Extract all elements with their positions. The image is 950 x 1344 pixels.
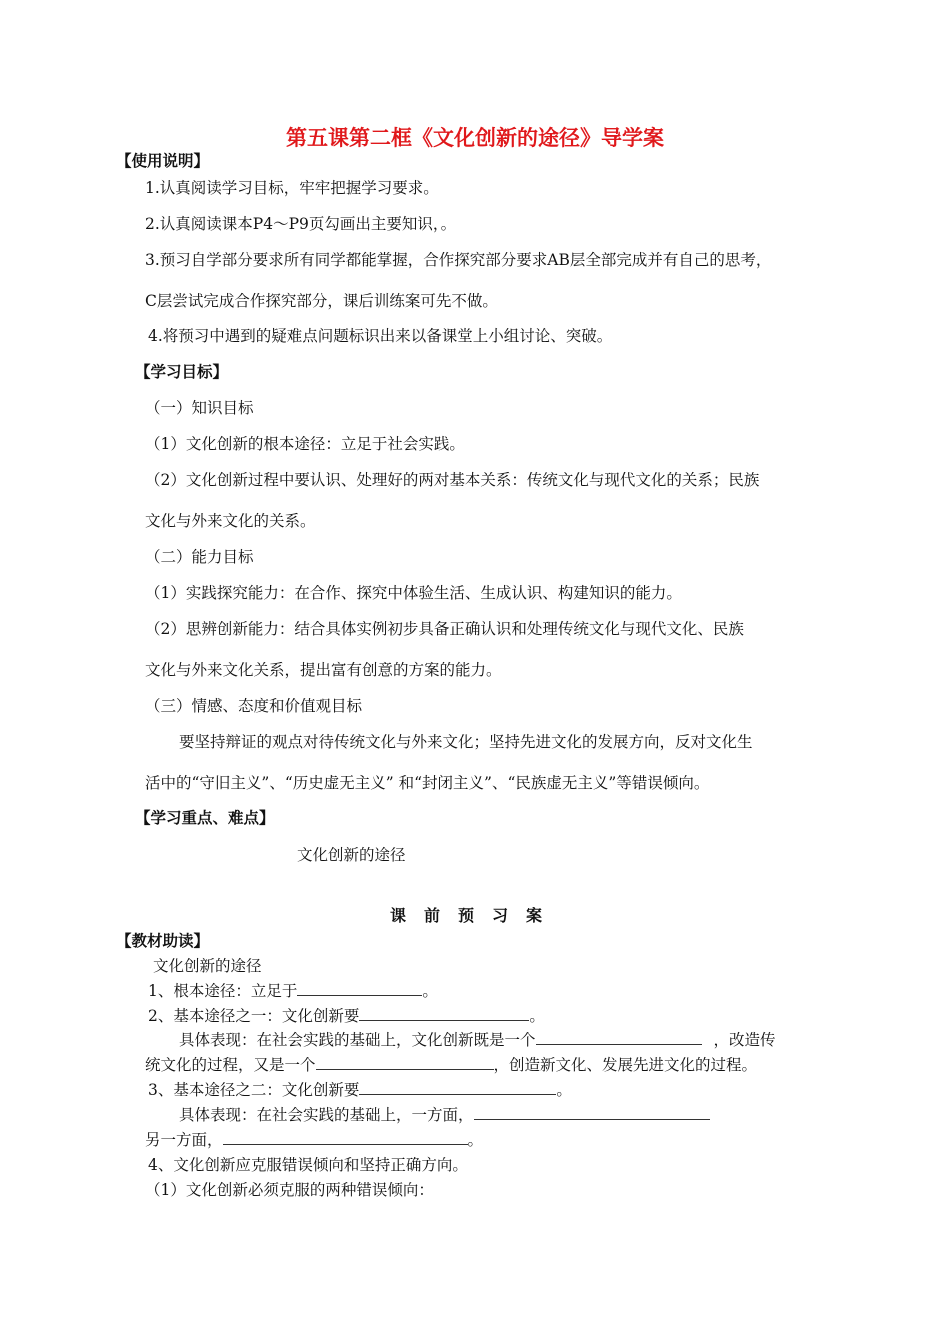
focus-text: 文化创新的途径 xyxy=(297,846,406,864)
ability-goal-1: （1）实践探究能力：在合作、探究中体验生活、生成认识、构建知识的能力。 xyxy=(145,584,682,602)
preview-line-4 xyxy=(148,1080,572,1100)
preview-line-3b xyxy=(145,1055,757,1075)
preview-line-6: 4、文化创新应克服错误倾向和坚持正确方向。 xyxy=(148,1156,468,1174)
preview-topic: 文化创新的途径 xyxy=(153,957,262,975)
emotion-goal-1b: 活中的“守旧主义”、“历史虚无主义” 和“封闭主义”、“民族虚无主义”等错误倾向。 xyxy=(145,774,710,792)
material-guide-heading: 【教材助读】 xyxy=(116,932,210,950)
knowledge-goal-1: （1）文化创新的根本途径：立足于社会实践。 xyxy=(145,435,465,453)
fill-blank-1[interactable] xyxy=(297,981,422,996)
preview-heading: 课前预习案 xyxy=(389,906,560,925)
preview-line-5b xyxy=(145,1130,483,1150)
knowledge-goal-2a: （2）文化创新过程中要认识、处理好的两对基本关系：传统文化与现代文化的关系；民族 xyxy=(145,471,760,489)
preview-line-3a-end: ，改造传 xyxy=(713,1031,776,1049)
fill-blank-6[interactable] xyxy=(474,1105,710,1120)
fill-blank-7[interactable] xyxy=(223,1130,468,1145)
fill-blank-5[interactable] xyxy=(359,1080,556,1095)
preview-line-5a xyxy=(179,1105,710,1125)
usage-heading: 【使用说明】 xyxy=(116,152,210,170)
preview-line-5b-text: 另一方面， xyxy=(145,1131,223,1149)
ability-goal-2a: （2）思辨创新能力：结合具体实例初步具备正确认识和处理传统文化与现代文化、民族 xyxy=(145,620,744,638)
knowledge-goal-2b: 文化与外来文化的关系。 xyxy=(145,512,316,530)
page-title: 第五课第二框《文化创新的途径》导学案 xyxy=(286,126,664,150)
usage-item-2: 2.认真阅读课本P4～P9页勾画出主要知识，。 xyxy=(145,215,457,233)
preview-line-3b-text: 统文化的过程，又是一个 xyxy=(145,1056,316,1074)
ability-goal-heading: （二）能力目标 xyxy=(145,548,254,566)
goals-heading: 【学习目标】 xyxy=(135,363,229,381)
usage-item-3a: 3.预习自学部分要求所有同学都能掌握，合作探究部分要求AB层全部完成并有自己的思考， xyxy=(145,251,772,269)
preview-line-2-end: 。 xyxy=(529,1007,545,1025)
fill-blank-4[interactable] xyxy=(316,1055,494,1070)
emotion-goal-heading: （三）情感、态度和价值观目标 xyxy=(145,697,363,715)
preview-line-5b-end: 。 xyxy=(467,1131,484,1149)
preview-line-4-end: 。 xyxy=(556,1081,572,1099)
focus-heading: 【学习重点、难点】 xyxy=(135,809,275,827)
preview-line-5a-text: 具体表现：在社会实践的基础上，一方面， xyxy=(179,1106,474,1124)
ability-goal-2b: 文化与外来文化关系，提出富有创意的方案的能力。 xyxy=(145,661,502,679)
knowledge-goal-heading: （一）知识目标 xyxy=(145,399,254,417)
emotion-goal-1a: 要坚持辩证的观点对待传统文化与外来文化；坚持先进文化的发展方向，反对文化生 xyxy=(179,733,753,751)
preview-line-3b-end: ，创造新文化、发展先进文化的过程。 xyxy=(493,1056,758,1074)
preview-line-1-end: 。 xyxy=(422,982,438,1000)
preview-line-2 xyxy=(148,1006,545,1026)
preview-line-1 xyxy=(148,981,438,1001)
fill-blank-3[interactable] xyxy=(536,1030,702,1045)
usage-item-3b: C层尝试完成合作探究部分，课后训练案可先不做。 xyxy=(145,292,498,310)
usage-item-4: 4.将预习中遇到的疑难点问题标识出来以备课堂上小组讨论、突破。 xyxy=(148,327,613,345)
preview-line-7: （1）文化创新必须克服的两种错误倾向： xyxy=(145,1181,434,1199)
usage-item-1: 1.认真阅读学习目标，牢牢把握学习要求。 xyxy=(145,179,439,197)
preview-line-2-text: 2、基本途径之一：文化创新要 xyxy=(148,1007,360,1025)
preview-line-1-text: 1、根本途径：立足于 xyxy=(148,982,298,1000)
preview-line-4-text: 3、基本途径之二：文化创新要 xyxy=(148,1081,360,1099)
preview-line-3a xyxy=(179,1030,776,1050)
fill-blank-2[interactable] xyxy=(359,1006,529,1021)
preview-line-3a-text: 具体表现：在社会实践的基础上，文化创新既是一个 xyxy=(179,1031,536,1049)
